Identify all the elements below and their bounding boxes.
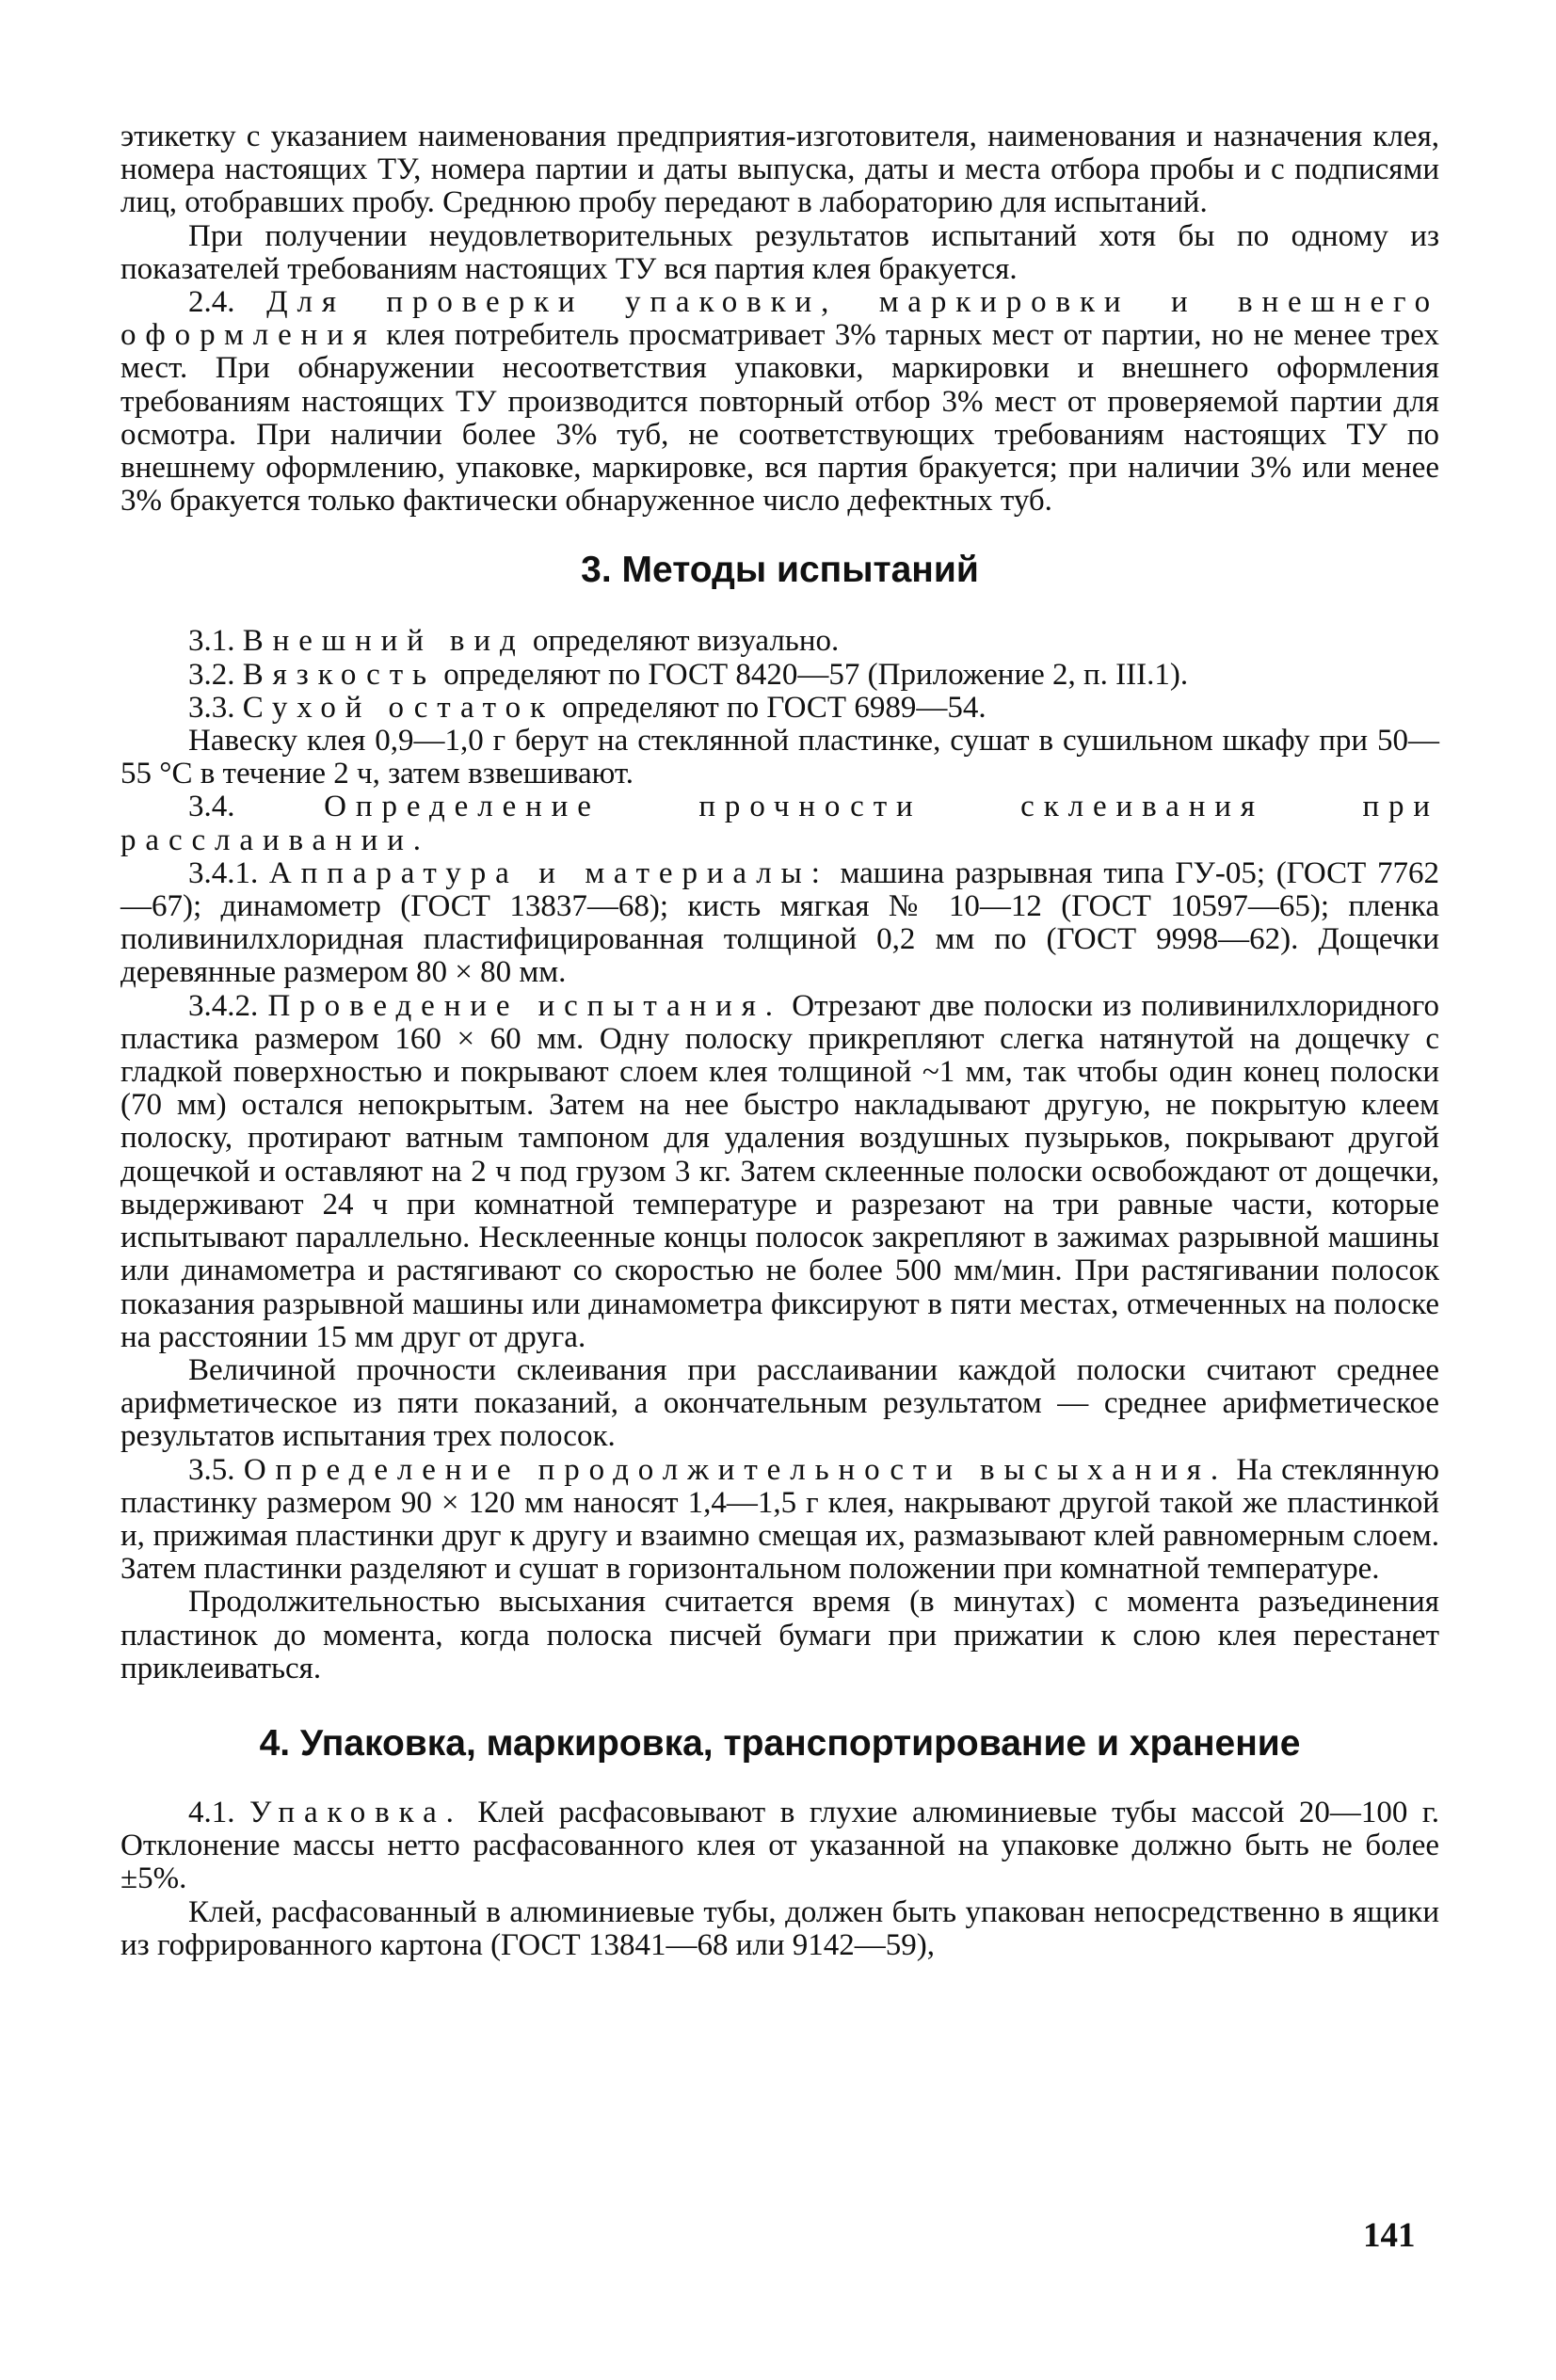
clause-number: 3.3. [188, 690, 235, 725]
paragraph-3-1 [120, 625, 1439, 658]
page-number: 141 [1363, 2216, 1416, 2255]
clause-text: определяют по ГОСТ 8420—57 (Приложение 2, п. III.1). [443, 657, 1189, 692]
clause-heading: Сухой остаток [242, 690, 554, 725]
clause-heading: Для проверки упаковки, маркировки и внешнего оформления [120, 285, 1440, 353]
section-4-title: 4. Упаковка, маркировка, транспортирование и хранение [259, 1722, 1301, 1764]
clause-heading: Вязкость [242, 657, 436, 692]
clause-text: Отрезают две полоски из поливинилхлоридного пластика размером 160 × 60 мм. Одну полоску прикрепляют слегка натянутой на дощечку с гладкой поверхностью и покрывают слоем клея толщиной ~1 мм, так чтобы один конец полоски (70 мм) остался непокрытым. Затем на нее быстро накладывают другую, не покрытую клеем полоску, протирают ватным тампоном для удаления воздушных пузырьков, покрывают другой дощечкой и оставляют на 2 ч под грузом 3 кг. Затем склеенные полоски освобождают от дощечки, выдерживают 24 ч при комнатной температуре и разрезают на три равные части, которые испытывают параллельно. Несклеенные концы полосок закрепляют в зажимах разрывной машины или динамометра и растягивают со скоростью не более 500 мм/мин. При растягивании полосок показания разрывной машины или динамометра фиксируют в пяти местах, отмеченных на полоске на расстоянии 15 мм друг от друга. [120, 988, 1439, 1354]
paragraph-drying-time: Продолжительностью высыхания считается время (в минутах) с момента разъединения пластинок до момента, когда полоска писчей бумаги при прижатии к слою клея перестанет приклеиваться. [120, 1585, 1439, 1685]
clause-text: определяют визуально. [532, 624, 840, 659]
clause-text: На стеклянную пластинку размером 90 × 120 мм наносят 1,4—1,5 г клея, накрывают другой такой же пластинкой и, прижимая пластинки друг к другу и взаимно смещая их, размазывают клей равномерным слоем. Затем пластинки разделяют и сушат в горизонтальном положении при комнатной температуре. [120, 1452, 1440, 1587]
paragraph-3-4 [120, 791, 1439, 856]
paragraph-packing-boxes: Клей, расфасованный в алюминиевые тубы, должен быть упакован непосредственно в ящики из гофрированного картона (ГОСТ 13841—68 или 9142—59), [120, 1894, 1439, 1962]
paragraph-3-3 [120, 692, 1439, 725]
paragraph-rejection: При получении неудовлетворительных результатов испытаний хотя бы по одному из показателей требованиям настоящих ТУ вся партия клея бракуется. [120, 218, 1439, 286]
clause-text: клея потребитель просматривает 3% тарных мест от партии, но не менее трех мест. При обнаружении несоответствия упаковки, маркировки и внешнего оформления требованиям настоящих ТУ производится повторный отбор 3% мест от проверяемой партии для осмотра. При наличии более 3% туб, не соответствующих требованиям настоящих ТУ по внешнему оформлению, упаковке, маркировке, вся партия бракуется; при наличии 3% или менее 3% бракуется только фактически обнаруженное число дефектных туб. [120, 318, 1439, 519]
clause-heading: Упаковка. [249, 1795, 463, 1829]
paragraph-3-4-1 [120, 857, 1439, 990]
section-3-title: 3. Методы испытаний [581, 550, 979, 591]
clause-heading: Аппаратура и материалы: [268, 855, 829, 890]
paragraph-4-1 [120, 1797, 1439, 1896]
clause-text: Клей расфасовывают в глухие алюминиевые тубы массой 20—100 г. Отклонение массы нетто расфасованного клея от указанной на упаковке должно быть не более ±5%. [120, 1795, 1439, 1896]
paragraph-strength-value: Величиной прочности склеивания при расслаивании каждой полоски считают среднее арифметическое из пяти показаний, а окончательным результатом — среднее арифметическое результатов испытания трех полосок. [120, 1352, 1439, 1454]
clause-number: 2.4. [188, 285, 235, 320]
clause-number: 3.4.1. [188, 855, 259, 890]
paragraph-label-info: этикетку с указанием наименования предприятия-изготовителя, наименования и назначения клея, номера настоящих ТУ, номера партии и даты выпуска, даты и места отбора пробы и с подписями лиц, отобравших пробу. Среднюю пробу передают в лабораторию для испытаний. [120, 120, 1439, 220]
paragraph-2-4 [120, 286, 1439, 518]
clause-heading: Определение продолжительности высыхания. [243, 1452, 1228, 1487]
clause-heading: Внешний вид [242, 624, 525, 659]
clause-number: 3.2. [188, 657, 235, 692]
paragraph-sample-drying: Навеску клея 0,9—1,0 г берут на стеклянной пластинке, сушат в сушильном шкафу при 50—55 °С в течение 2 ч, затем взвешивают. [120, 724, 1439, 791]
paragraph-3-2 [120, 659, 1439, 692]
clause-text: определяют по ГОСТ 6989—54. [562, 690, 987, 725]
paragraph-3-5 [120, 1454, 1439, 1587]
clause-text: машина разрывная типа ГУ-05; (ГОСТ 7762—67); динамометр (ГОСТ 13837—68); кисть мягкая № 10—12 (ГОСТ 10597—65); пленка поливинилхлоридная пластифицированная толщиной 0,2 мм по (ГОСТ 9998—62). Дощечки деревянные размером 80 × 80 мм. [120, 855, 1440, 990]
paragraph-3-4-2 [120, 990, 1439, 1354]
clause-number: 3.4.2. [188, 988, 259, 1023]
clause-number: 3.4. [188, 790, 235, 824]
clause-heading: Определение прочности склеивания при расслаивании. [120, 790, 1439, 857]
clause-number: 4.1. [188, 1795, 235, 1829]
clause-heading: Проведение испытания. [267, 988, 782, 1023]
clause-number: 3.1. [188, 624, 235, 659]
clause-number: 3.5. [188, 1452, 235, 1487]
